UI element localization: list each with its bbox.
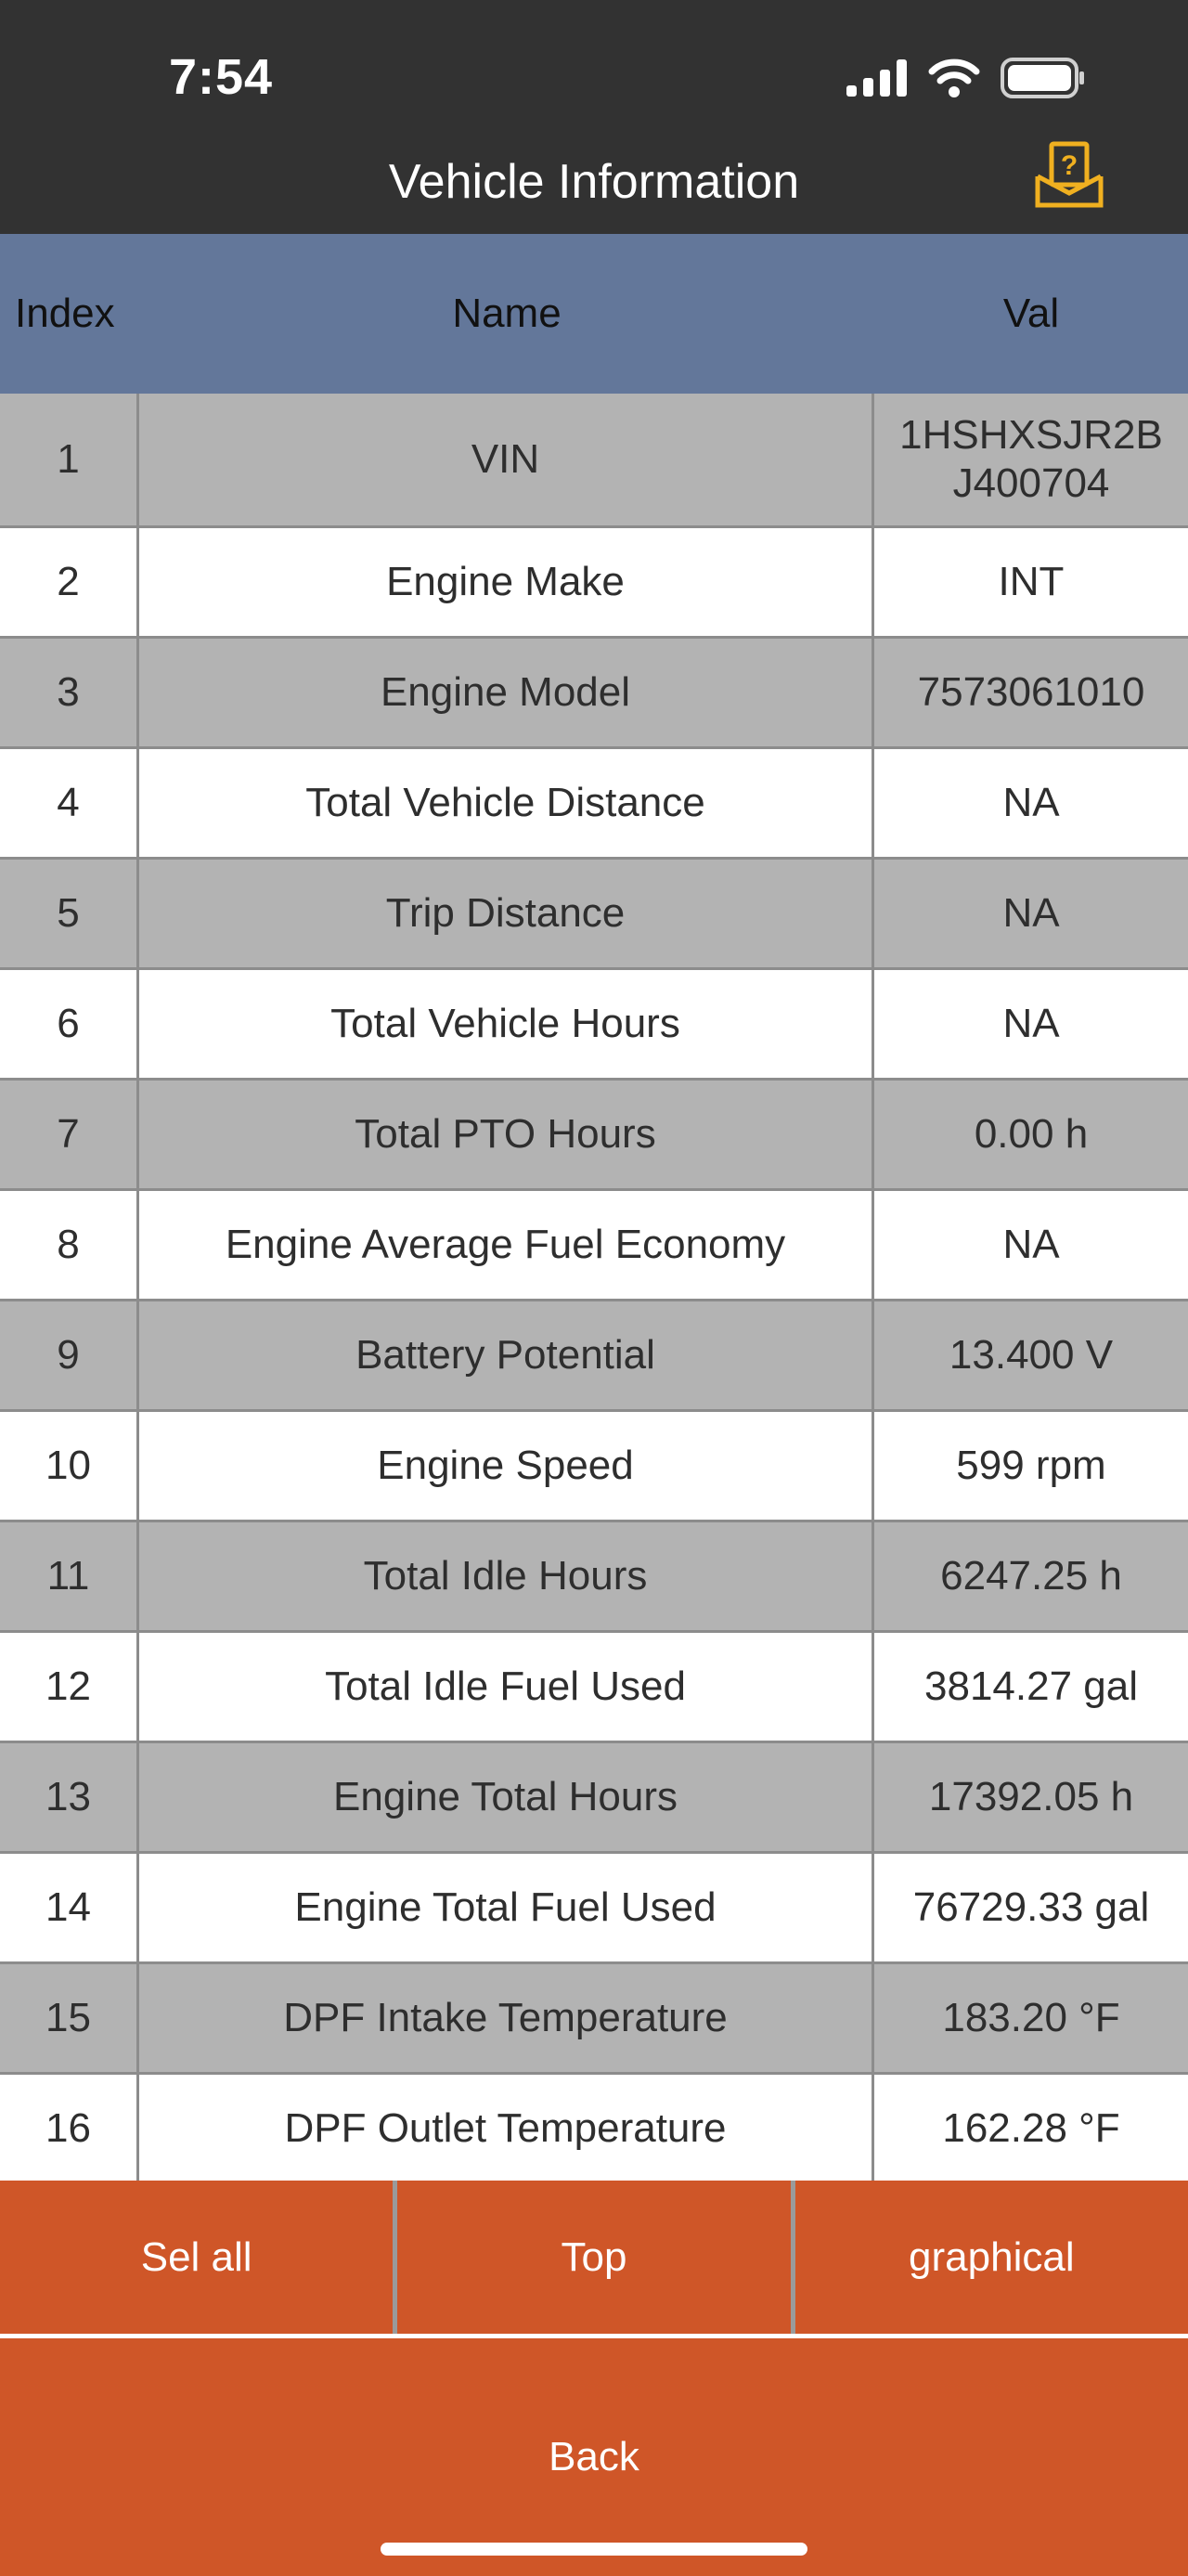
row-index: 6 xyxy=(0,970,139,1078)
status-time: 7:54 xyxy=(169,49,274,105)
row-index: 10 xyxy=(0,1412,139,1520)
row-index: 11 xyxy=(0,1522,139,1630)
navbar xyxy=(0,149,1188,234)
row-name: Engine Average Fuel Economy xyxy=(139,1191,874,1299)
top-button[interactable]: Top xyxy=(397,2181,790,2334)
table-row[interactable] xyxy=(0,1854,1188,1964)
status-bar xyxy=(0,0,1188,149)
svg-text:?: ? xyxy=(1060,150,1078,181)
table-row[interactable] xyxy=(0,1743,1188,1854)
row-index: 8 xyxy=(0,1191,139,1299)
row-name: Engine Total Hours xyxy=(139,1743,874,1851)
table-row[interactable] xyxy=(0,970,1188,1081)
table-row[interactable] xyxy=(0,2075,1188,2181)
home-indicator[interactable] xyxy=(381,2543,807,2556)
row-index: 1 xyxy=(0,394,139,525)
table-row[interactable] xyxy=(0,860,1188,970)
table-row[interactable] xyxy=(0,1301,1188,1412)
data-table[interactable] xyxy=(0,394,1188,2181)
row-value: NA xyxy=(1002,1001,1060,1046)
action-buttons xyxy=(0,2181,1188,2334)
row-name: Engine Make xyxy=(139,528,874,636)
row-name: Battery Potential xyxy=(139,1301,874,1409)
row-name: VIN xyxy=(139,394,874,525)
row-value: NA xyxy=(1002,890,1060,936)
row-name: Engine Total Fuel Used xyxy=(139,1854,874,1961)
help-download-icon xyxy=(1034,139,1104,210)
row-name: Trip Distance xyxy=(139,860,874,967)
row-index: 14 xyxy=(0,1854,139,1961)
row-index: 7 xyxy=(0,1081,139,1188)
row-index: 16 xyxy=(0,2075,139,2181)
help-download-button[interactable] xyxy=(1034,139,1104,210)
table-row[interactable] xyxy=(0,1964,1188,2075)
row-name: Total Vehicle Distance xyxy=(139,749,874,857)
row-value: 13.400 V xyxy=(949,1332,1114,1378)
row-name: Engine Speed xyxy=(139,1412,874,1520)
table-row[interactable] xyxy=(0,749,1188,860)
table-row[interactable] xyxy=(0,639,1188,749)
row-value: INT xyxy=(998,559,1065,604)
table-row[interactable] xyxy=(0,394,1188,528)
row-index: 2 xyxy=(0,528,139,636)
header-value: Val xyxy=(1002,291,1060,336)
row-value: NA xyxy=(1002,780,1060,825)
row-value xyxy=(874,394,1188,525)
row-value: 17392.05 h xyxy=(928,1774,1134,1819)
back-button[interactable]: Back xyxy=(0,2338,1188,2576)
row-name: Engine Model xyxy=(139,639,874,746)
row-value: 76729.33 gal xyxy=(912,1884,1150,1930)
row-value: 7573061010 xyxy=(917,669,1145,715)
row-value: 0.00 h xyxy=(974,1111,1089,1157)
row-value: 183.20 °F xyxy=(942,1995,1120,2040)
select-all-button[interactable]: Sel all xyxy=(0,2181,393,2334)
row-index: 13 xyxy=(0,1743,139,1851)
row-index: 5 xyxy=(0,860,139,967)
row-value: 6247.25 h xyxy=(940,1553,1122,1599)
row-value: 162.28 °F xyxy=(942,2105,1120,2151)
page-title: Vehicle Information xyxy=(388,155,800,209)
header-index: Index xyxy=(15,291,115,336)
table-row[interactable] xyxy=(0,1081,1188,1191)
table-row[interactable] xyxy=(0,1522,1188,1633)
row-value: NA xyxy=(1002,1222,1060,1267)
table-row[interactable] xyxy=(0,1633,1188,1743)
row-index: 9 xyxy=(0,1301,139,1409)
row-value: 3814.27 gal xyxy=(924,1663,1138,1709)
row-index: 3 xyxy=(0,639,139,746)
row-name: DPF Intake Temperature xyxy=(139,1964,874,2072)
row-index: 12 xyxy=(0,1633,139,1741)
battery-icon xyxy=(1001,58,1086,98)
signal-icon xyxy=(846,59,908,97)
status-icons xyxy=(846,58,1086,98)
row-index: 15 xyxy=(0,1964,139,2072)
row-name: Total PTO Hours xyxy=(139,1081,874,1188)
row-name: Total Idle Hours xyxy=(139,1522,874,1630)
table-row[interactable] xyxy=(0,1412,1188,1522)
row-name: Total Vehicle Hours xyxy=(139,970,874,1078)
vin-value: 1HSHXSJR2BJ400704 xyxy=(899,412,1163,506)
table-header xyxy=(0,234,1188,394)
row-value: 599 rpm xyxy=(956,1443,1106,1488)
table-row[interactable] xyxy=(0,1191,1188,1301)
graphical-button[interactable]: graphical xyxy=(795,2181,1188,2334)
row-name: Total Idle Fuel Used xyxy=(139,1633,874,1741)
header-name: Name xyxy=(452,291,562,336)
wifi-icon xyxy=(928,58,980,97)
table-row[interactable] xyxy=(0,528,1188,639)
row-name: DPF Outlet Temperature xyxy=(139,2075,874,2181)
row-index: 4 xyxy=(0,749,139,857)
